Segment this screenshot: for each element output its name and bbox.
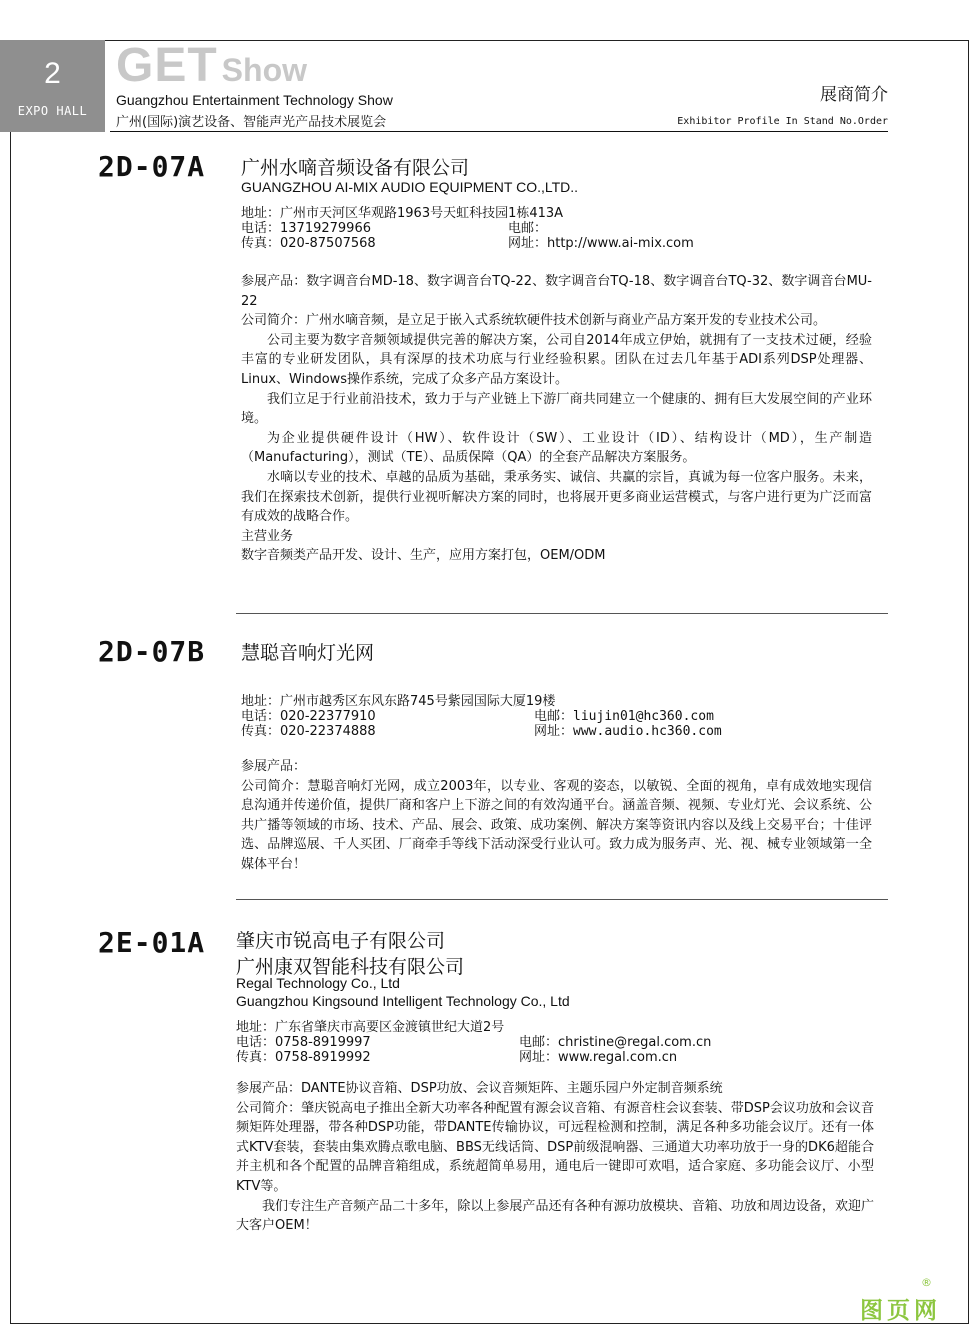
- email-value: liujin01@hc360.com: [573, 709, 714, 724]
- logo-show-text: Show: [221, 52, 307, 88]
- company-name-cn: 慧聪音响灯光网: [241, 642, 375, 664]
- company-email: 电邮：: [508, 221, 548, 236]
- website-value: www.audio.hc360.com: [573, 724, 722, 739]
- company-name-en: GUANGZHOU AI-MIX AUDIO EQUIPMENT CO.,LTD..: [241, 179, 579, 195]
- company-name-cn: 广州水嘀音频设备有限公司: [241, 157, 470, 179]
- company-phone: 电话：0758-8919997: [236, 1035, 371, 1050]
- company-name-cn-2: 广州康双智能科技有限公司: [236, 956, 465, 978]
- logo-get-text: GET: [116, 39, 218, 92]
- watermark-text: 图页网: [860, 1298, 941, 1324]
- business-title: 主营业务: [241, 528, 294, 544]
- company-address: 地址：广东省肇庆市高要区金渡镇世纪大道2号: [236, 1020, 505, 1035]
- website-label: 网址：: [534, 724, 574, 739]
- intro-paragraph: 为企业提供硬件设计（HW）、软件设计（SW）、工业设计（ID）、结构设计（MD），生产制造（Manufacturing），测试（TE）、品质保障（QA）的全套产品解决方案服务。: [241, 430, 872, 466]
- company-description: [241, 757, 872, 875]
- company-description: [241, 272, 872, 566]
- company-fax: 传真：0758-8919992: [236, 1050, 371, 1065]
- company-name-en: Regal Technology Co., Ltd: [236, 975, 400, 991]
- show-subtitle-en: Guangzhou Entertainment Technology Show: [116, 92, 393, 108]
- intro-paragraph: 水嘀以专业的技术、卓越的品质为基础，秉承务实、诚信、共赢的宗旨，真诚为每一位客户服务。未来，我们在探索技术创新，提供行业视听解决方案的同时，也将展开更多商业运营模式，与客户进行更为广泛而富有成效的战略合作。: [241, 469, 872, 525]
- intro-paragraph: 我们专注生产音频产品二十多年，除以上参展产品还有各种有源功放模块、音箱、功放和周边设备，欢迎广大客户OEM！: [236, 1198, 874, 1234]
- company-intro: 公司简介：慧聪音响灯光网，成立2003年，以专业、客观的姿态，以敏锐、全面的视角，卓有成效地实现信息沟通并传递价值，提供厂商和客户上下游之间的有效沟通平台。涵盖音频、视频、专业灯光、会议系统、公共广播等领域的市场、技术、产品、展会、政策、成功案例、解决方案等资讯内容以及线上交易平台；十佳评选、品牌巡展、千人买团、厂商牵手等线下活动深受行业认可。致力成为服务声、光、视、械专业领域第一全媒体平台！: [241, 778, 872, 872]
- header-rule: [110, 131, 888, 132]
- hall-label: EXPO HALL: [17, 104, 88, 118]
- company-email: [534, 709, 714, 724]
- company-website: [534, 724, 722, 739]
- company-name-cn: 肇庆市锐高电子有限公司: [236, 930, 446, 952]
- hall-number: 2: [44, 57, 61, 90]
- intro-paragraph: 公司主要为数字音频领域提供完善的解决方案，公司自2014年成立伊始，就拥有了一支技术过硬，经验丰富的专业研发团队，具有深厚的技术功底与行业经验积累。团队在过去几年基于ADI系列DSP处理器、Linux、Windows操作系统，完成了众多产品方案设计。: [241, 332, 872, 387]
- company-fax: 传真：020-22374888: [241, 724, 376, 739]
- section-title: 展商简介: [820, 85, 888, 105]
- company-address: 地址：广州市越秀区东风东路745号紫园国际大厦19楼: [241, 694, 556, 709]
- watermark-registered-mark: ®: [921, 1276, 932, 1289]
- company-intro: 公司简介：肇庆锐高电子推出全新大功率各种配置有源会议音箱、有源音柱会议套装、带DSP会议功放和会议音频矩阵处理器，带各种DSP功能，带DANTE传输协议，可远程检测和控制，满足各种多功能会议厅。还有一体式KTV套装，套装由集欢腾点歌电脑、BBS无线话筒、DSP前级混响器、三通道大功率功放于一身的DK6超能合并主机和各个配置的品牌音箱组成，系统超简单易用，通电后一键即可欢唱，适合家庭、多功能会议厅、小型KTV等。: [236, 1100, 874, 1194]
- expo-hall-badge: [0, 40, 105, 132]
- intro-paragraph: 我们立足于行业前沿技术，致力于与产业链上下游厂商共同建立一个健康的、拥有巨大发展空间的产业环境。: [241, 391, 872, 427]
- company-intro: 公司简介：广州水嘀音频，是立足于嵌入式系统软硬件技术创新与商业产品方案开发的专业技术公司。: [241, 313, 827, 329]
- entry-divider: [236, 899, 888, 900]
- booth-number: 2E-01A: [98, 926, 206, 959]
- entry-divider: [236, 613, 888, 614]
- company-phone: 电话：020-22377910: [241, 709, 376, 724]
- exhibit-products: 参展产品：数字调音台MD-18、数字调音台TQ-22、数字调音台TQ-18、数字调音台TQ-32、数字调音台MU-22: [241, 274, 872, 309]
- company-name-en-2: Guangzhou Kingsound Intelligent Technology Co., Ltd: [236, 993, 570, 1009]
- company-website: 网址：www.regal.com.cn: [519, 1050, 678, 1065]
- show-subtitle-cn: 广州(国际)演艺设备、智能声光产品技术展览会: [116, 115, 387, 130]
- company-description: [236, 1079, 874, 1236]
- business-scope: 数字音频类产品开发、设计、生产，应用方案打包，OEM/ODM: [241, 548, 606, 564]
- booth-number: 2D-07B: [98, 635, 206, 668]
- section-subtitle: Exhibitor Profile In Stand No.Order: [677, 116, 888, 127]
- exhibit-products: 参展产品：: [241, 759, 307, 774]
- company-website: 网址：http://www.ai-mix.com: [508, 236, 694, 251]
- company-fax: 传真：020-87507568: [241, 236, 376, 251]
- company-phone: 电话：13719279966: [241, 221, 371, 236]
- booth-number: 2D-07A: [98, 150, 206, 183]
- company-email: 电邮：christine@regal.com.cn: [519, 1035, 712, 1050]
- email-label: 电邮：: [534, 709, 574, 724]
- get-show-logo: [116, 40, 307, 92]
- exhibit-products: 参展产品：DANTE协议音箱、DSP功放、会议音频矩阵、主题乐园户外定制音频系统: [236, 1081, 723, 1096]
- company-address: 地址：广州市天河区华观路1963号天虹科技园1栋413A: [241, 206, 564, 221]
